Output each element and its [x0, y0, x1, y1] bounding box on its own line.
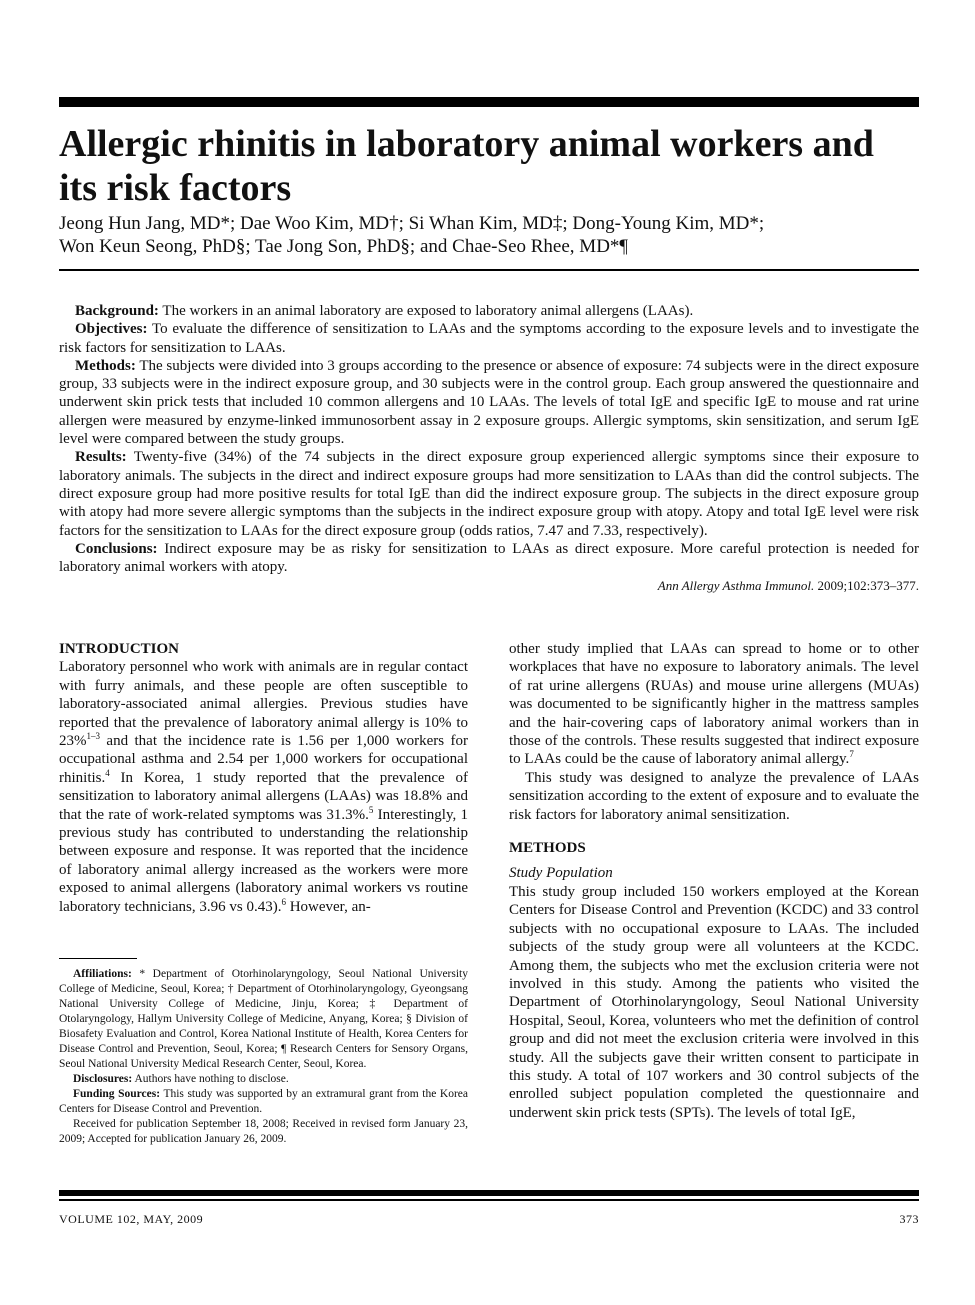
intro-text-b: and that the incidence rate is 1.56 per 1,000 workers for occupational asthma and 2.54 per 1,000 workers for occupational rhinitis.: [59, 733, 468, 786]
citation-ref: 7: [849, 749, 854, 760]
abstract: [59, 302, 919, 596]
header-rule: [59, 269, 919, 271]
intro-text-d: Interestingly, 1 previous study has contributed to understanding the relationship between exposure and response. It was reported that the incidence of laboratory animal allergy increased as the workers were more exposed to animal allergens (laboratory animal workers vs routine laboratory technicians, 3.96 vs 0.43).: [59, 806, 469, 915]
conclusions-label: Conclusions:: [75, 540, 158, 557]
objectives-label: Objectives:: [75, 321, 148, 338]
bottom-rule-thin: [59, 1199, 919, 1201]
objectives-text: To evaluate the difference of sensitization to LAAs and the symptoms according to the exposure levels and to investigate the risk factors for sensitization to LAAs.: [59, 321, 919, 356]
results-text: Twenty-five (34%) of the 74 subjects in the direct exposure group experienced allergic symptoms since their exposure to laboratory animals. The subjects in the direct and indirect exposure groups had more sensitization to LAAs than did the control subjects. The direct exposure group had more positive results for total IgE than did the indirect exposure group. The subjects in the direct exposure group with atopy had more severe allergic symptoms than the subjects in the indirect exposure group with atopy. Atopy and total IgE level were risk factors for the sensitization to LAAs for the direct exposure group (odds ratios, 7.47 and 7.33, respectively).: [59, 449, 919, 539]
footnote-divider: [59, 958, 137, 959]
left-column: [59, 640, 468, 916]
intro-text-a: Laboratory personnel who work with animals are in regular contact with furry animals, and these people are often susceptible to laboratory-associated animal allergies. Previous studies have reported that the prevalence of laboratory animal allergy is 10% to 23%: [59, 659, 468, 750]
methods-heading: METHODS: [509, 840, 586, 857]
disclosures-text: Authors have nothing to disclose.: [134, 1073, 289, 1085]
citation-ref: 6: [281, 896, 286, 907]
citation-ref: 1–3: [86, 731, 100, 742]
abstract-background: [59, 302, 919, 320]
abstract-methods: [59, 357, 919, 448]
citation-ref: 5: [368, 804, 374, 815]
affiliations-text: * Department of Otorhinolaryngology, Seoul National University College of Medicine, Seoul, Korea; † Department of Otorhinolaryngology, Gyeongsang National University College of Medicine, Jinju, Korea; ‡ Department of Otolaryngology, Hallym University College of Medicine, Anyang, Korea; § Division of Biosafety Evaluation and Control, Korea National Institute of Health, Korea Centers for Disease Control and Prevention, Seoul, Korea; ¶ Research Centers for Sensory Organs, Seoul National University Medical Research Center, Seoul, Korea.: [59, 968, 468, 1070]
right-text-1: other study implied that LAAs can spread to home or to other workplaces that have no exposure to laboratory animals. The level of rat urine allergens (RUAs) and mouse urine allergens (MUAs) was documented to be significantly higher in the mattress samples and the hair-covering caps of laboratory animal workers than in those of the controls. These results suggested that indirect exposure to LAAs could be the cause of laboratory animal allergy.: [509, 641, 919, 768]
top-rule: [59, 97, 919, 107]
study-population-heading: Study Population: [509, 865, 613, 882]
intro-text-e: However, an-: [285, 898, 371, 915]
background-text: The workers in an animal laboratory are exposed to laboratory animal allergens (LAAs).: [162, 303, 694, 319]
footnote-received: Received for publication September 18, 2008; Received in revised form January 23, 2009; Accepted for publication January 26, 2009.: [59, 1118, 468, 1145]
author-list: [59, 212, 919, 258]
funding-label: Funding Sources:: [73, 1088, 161, 1100]
abstract-conclusions: [59, 540, 919, 577]
footer-volume: VOLUME 102, MAY, 2009: [59, 1212, 204, 1226]
authors-line-2: Won Keun Seong, PhD§; Tae Jong Son, PhD§; and Chae-Seo Rhee, MD*¶: [59, 236, 629, 257]
footnote-disclosures: [59, 1072, 468, 1087]
right-paragraph-1: [509, 640, 919, 769]
citation: [59, 577, 919, 595]
article-title: Allergic rhinitis in laboratory animal workers and its risk factors: [59, 123, 874, 209]
citation-ref: 4: [105, 767, 110, 778]
abstract-results: [59, 448, 919, 539]
methods-text: The subjects were divided into 3 groups according to the presence or absence of exposure: 74 subjects were in the direct exposure group, 33 subjects were in the indirect exposure group, and 30 subjects were in the control group. Each group answered the questionnaire and underwent skin prick tests that included 10 common allergens and 10 LAAs. The levels of total IgE and specific IgE to mouse and rat urine allergen were measured by enzyme-linked immunosorbent assay in 2 exposure groups. Allergic symptoms, skin sensitization, and serum IgE level were compared between the study groups.: [59, 357, 919, 448]
right-column: [509, 640, 919, 1122]
bottom-rule-thick: [59, 1190, 919, 1196]
abstract-objectives: [59, 320, 919, 357]
disclosures-label: Disclosures:: [73, 1073, 133, 1085]
authors-line-1: Jeong Hun Jang, MD*; Dae Woo Kim, MD†; Si Whan Kim, MD‡; Dong-Young Kim, MD*;: [59, 213, 765, 234]
footnote-affiliations: [59, 967, 468, 1072]
footer-page-number: 373: [899, 1212, 919, 1226]
citation-volume: 2009;102:373–377.: [817, 578, 919, 594]
conclusions-text: Indirect exposure may be as risky for sensitization to LAAs as direct exposure. More careful protection is needed for laboratory animal workers with atopy.: [59, 540, 919, 576]
citation-journal: Ann Allergy Asthma Immunol.: [657, 578, 815, 594]
funding-text: This study was supported by an extramural grant from the Korea Centers for Disease Control and Prevention.: [59, 1088, 468, 1115]
introduction-heading: INTRODUCTION: [59, 641, 180, 657]
affiliations-label: Affiliations:: [73, 968, 132, 980]
results-label: Results:: [75, 449, 127, 466]
right-paragraph-2: This study was designed to analyze the prevalence of LAAs sensitization according to the extent of exposure and to evaluate the risk factors for laboratory animal sensitization.: [509, 769, 919, 823]
background-label: Background:: [75, 303, 159, 319]
study-population-paragraph: This study group included 150 workers employed at the Korean Centers for Disease Control and Prevention (KCDC) and 33 control subjects with no occupational exposure to LAAs. The included subjects of the study group were all volunteers at the KCDC. Among them, the subjects who met the exclusion criteria were not involved in this study. Among the patients who visited the Department of Otorhinolaryngology, Seoul National University Hospital, Seoul, Korea, volunteers who met the definition of control group and did not meet the exclusion criteria were involved in this study. All the subjects gave their written consent to participate in this study. A total of 107 workers and 30 control subjects of the enrolled subject population completed the questionnaire and underwent skin prick tests (SPTs). The levels of total IgE,: [509, 883, 919, 1121]
methods-label: Methods:: [75, 357, 136, 374]
introduction-paragraph: [59, 658, 468, 916]
footnote-funding: [59, 1087, 468, 1117]
footnotes: [59, 958, 468, 1147]
intro-text-c: In Korea, 1 study reported that the prevalence of sensitization to laboratory animal allergens (LAAs) was 18.8% and that the rate of work-related symptoms was 31.3%.: [59, 769, 468, 823]
